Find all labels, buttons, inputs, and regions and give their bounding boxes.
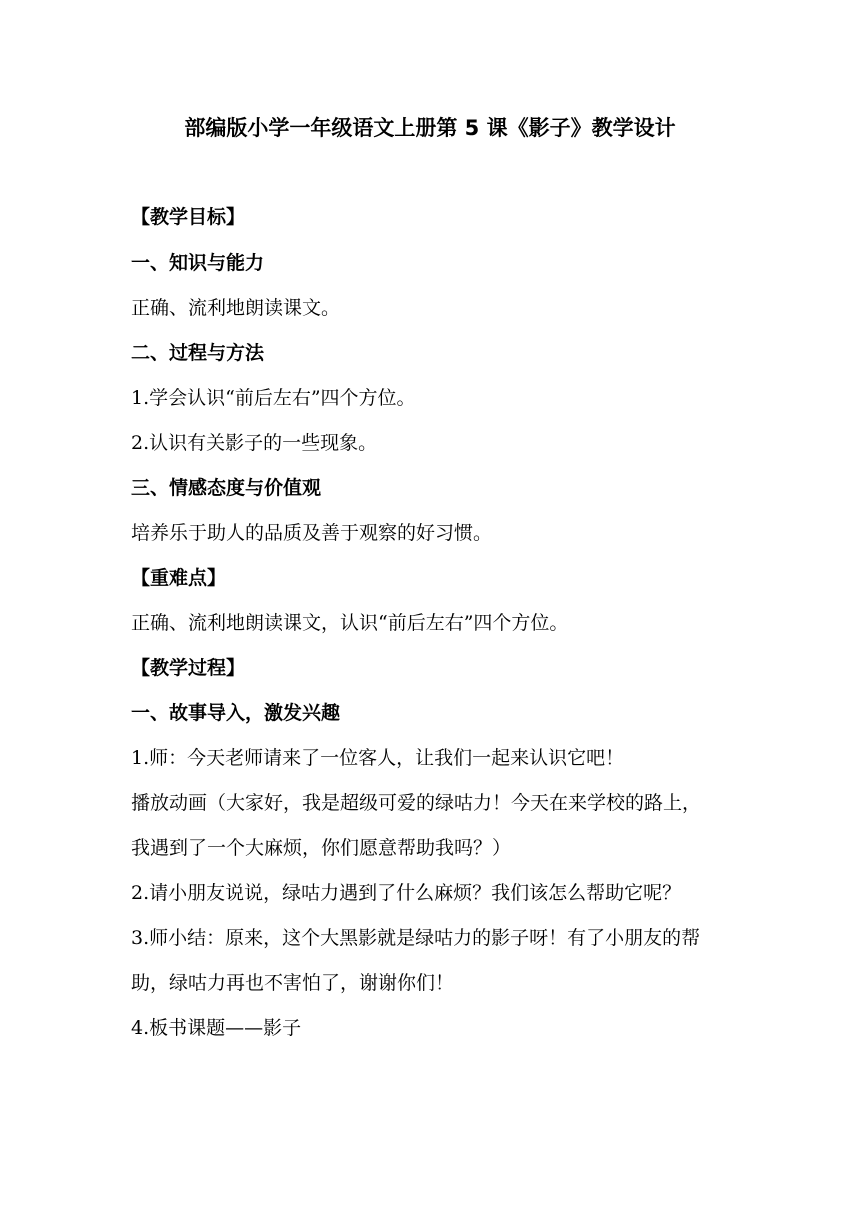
intro-item-2: 2.请小朋友说说，绿咕力遇到了什么麻烦？我们该怎么帮助它呢？ bbox=[131, 882, 682, 904]
intro-item-1-line-2: 播放动画（大家好，我是超级可爱的绿咕力！今天在来学校的路上， bbox=[131, 792, 702, 814]
emotion-text: 培养乐于助人的品质及善于观察的好习惯。 bbox=[131, 522, 493, 544]
key-points-text: 正确、流利地朗读课文，认识“前后左右”四个方位。 bbox=[131, 612, 569, 634]
intro-item-1: 1.师：今天老师请来了一位客人，让我们一起来认识它吧！ bbox=[131, 747, 625, 769]
teaching-process-heading: 【教学过程】 bbox=[131, 657, 246, 679]
process-item-1: 1.学会认识“前后左右”四个方位。 bbox=[131, 387, 416, 409]
knowledge-heading: 一、知识与能力 bbox=[131, 252, 265, 274]
intro-item-4: 4.板书课题——影子 bbox=[131, 1017, 302, 1039]
intro-item-3-line-2: 助，绿咕力再也不害怕了，谢谢你们！ bbox=[131, 972, 455, 994]
intro-item-1-line-3: 我遇到了一个大麻烦，你们愿意帮助我吗？） bbox=[131, 837, 512, 859]
intro-heading: 一、故事导入，激发兴趣 bbox=[131, 702, 341, 724]
emotion-heading: 三、情感态度与价值观 bbox=[131, 477, 322, 499]
intro-item-3: 3.师小结：原来，这个大黑影就是绿咕力的影子呀！有了小朋友的帮 bbox=[131, 927, 701, 949]
process-heading: 二、过程与方法 bbox=[131, 342, 265, 364]
knowledge-text: 正确、流利地朗读课文。 bbox=[131, 297, 341, 319]
objectives-heading: 【教学目标】 bbox=[131, 206, 246, 228]
document-title: 部编版小学一年级语文上册第 5 课《影子》教学设计 bbox=[184, 116, 676, 140]
process-item-2: 2.认识有关影子的一些现象。 bbox=[131, 432, 378, 454]
key-points-heading: 【重难点】 bbox=[131, 567, 227, 589]
